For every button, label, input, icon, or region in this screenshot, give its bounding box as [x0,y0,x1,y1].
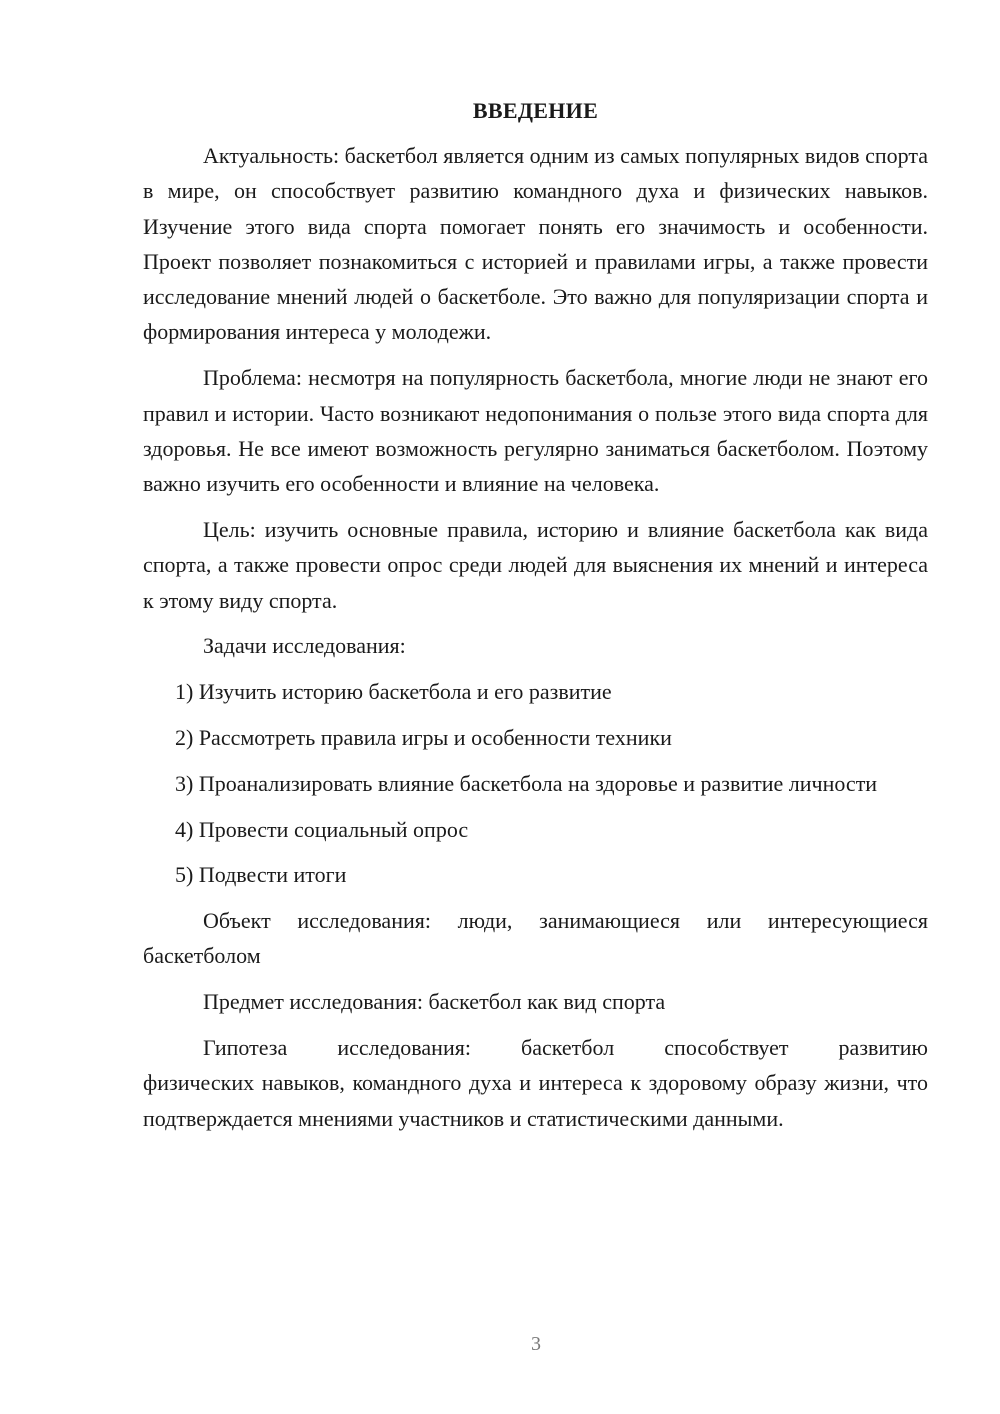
paragraph-object: Объект исследования: люди, занимающиеся или интересующиеся баскетболом [143,908,928,969]
task-item-3: 3) Проанализировать влияние баскетбола на здоровье и развитие личности [175,770,878,796]
task-item-1: 1) Изучить историю баскетбола и его развитие [175,679,612,705]
page-number: 3 [531,1333,541,1355]
paragraph-subject: Предмет исследования: баскетбол как вид спорта [203,989,666,1015]
task-item-4: 4) Провести социальный опрос [175,816,469,842]
paragraph-problem: Проблема: несмотря на популярность баскетбола, многие люди не знают его правил и истории. Часто возникают недопонимания о пользе этого вида спорта для здоровья. Не все имеют возможность регулярно заниматься баскетболом. Поэтому важно изучить его особенности и влияние на человека. [143,365,928,497]
document-page [143,96,928,1146]
task-item-5: 5) Подвести итоги [175,862,347,888]
paragraph-hypothesis-rest: физических навыков, командного духа и интереса к здоровому образу жизни, что подтверждается мнениями участников и статистическими данными. [143,1070,928,1131]
paragraph-tasks-heading: Задачи исследования: [203,633,406,659]
paragraph-relevance: Актуальность: баскетбол является одним из самых популярных видов спорта в мире, он способствует развитию командного духа и физических навыков. Изучение этого вида спорта помогает понять его значимость и особенности. Проект позволяет познакомиться с историей и правилами игры, а также провести исследование мнений людей о баскетболе. Это важно для популяризации спорта и формирования интереса у молодежи. [143,143,928,345]
section-title: ВВЕДЕНИЕ [472,98,599,123]
task-item-2: 2) Рассмотреть правила игры и особенности техники [175,724,672,750]
paragraph-goal: Цель: изучить основные правила, историю и влияние баскетбола как вида спорта, а также провести опрос среди людей для выяснения их мнений и интереса к этому виду спорта. [143,516,928,613]
paragraph-hypothesis-lead: Гипотеза исследования: баскетбол способствует развитию [203,1035,928,1061]
